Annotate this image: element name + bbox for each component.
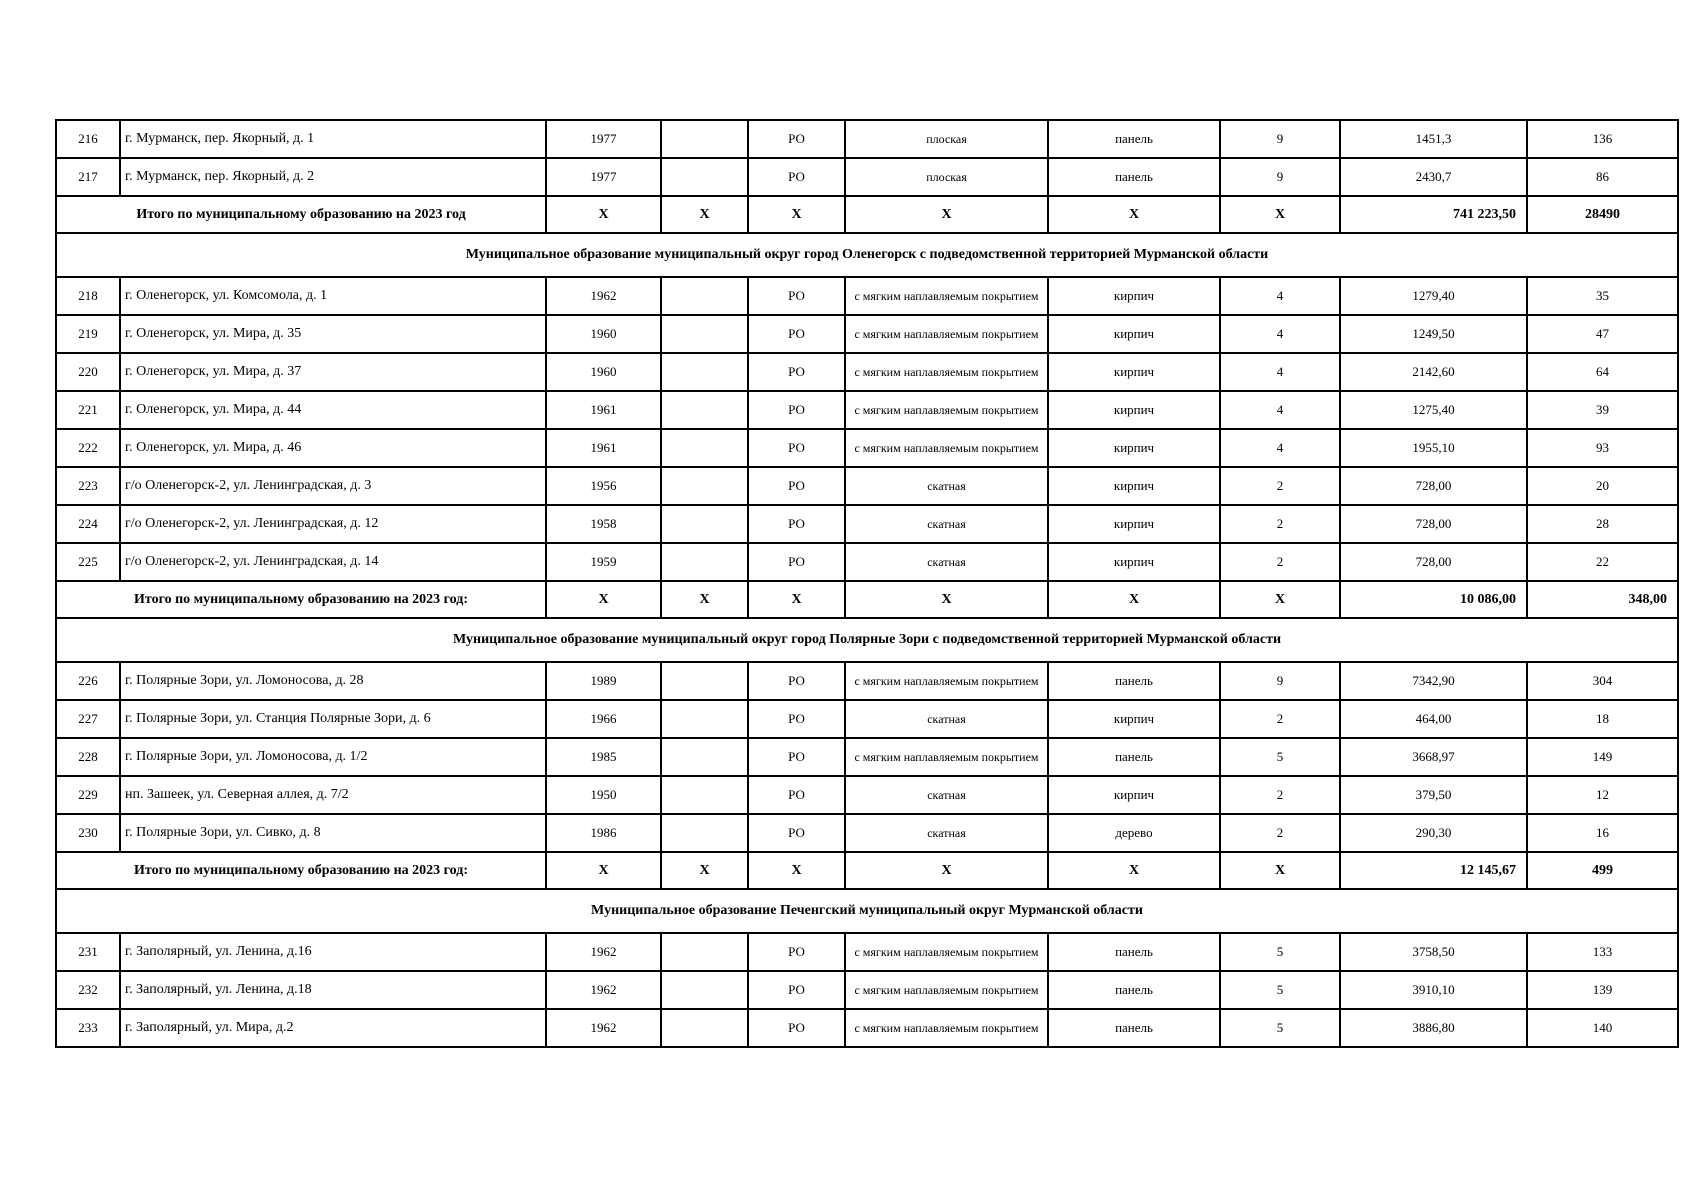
- wall-material-cell: кирпич: [1048, 467, 1220, 505]
- roof-type-cell: скатная: [845, 505, 1048, 543]
- address-cell: г. Полярные Зори, ул. Ломоносова, д. 1/2: [120, 738, 546, 776]
- method-cell: РО: [748, 429, 845, 467]
- method-cell: РО: [748, 776, 845, 814]
- subtotal-x-mark: X: [748, 196, 845, 233]
- subtotal-x-mark: X: [661, 852, 748, 889]
- wall-material-cell: панель: [1048, 1009, 1220, 1047]
- wall-material-cell: панель: [1048, 158, 1220, 196]
- area-cell: 1275,40: [1340, 391, 1527, 429]
- table-row: [56, 505, 1678, 543]
- table-row: [56, 277, 1678, 315]
- method-cell: РО: [748, 158, 845, 196]
- wall-material-cell: дерево: [1048, 814, 1220, 852]
- area-cell: 1279,40: [1340, 277, 1527, 315]
- table-body: [56, 120, 1678, 1047]
- empty-cell: [661, 814, 748, 852]
- floors-cell: 5: [1220, 738, 1340, 776]
- wall-material-cell: кирпич: [1048, 543, 1220, 581]
- floors-cell: 4: [1220, 391, 1340, 429]
- table-row: [56, 814, 1678, 852]
- method-cell: РО: [748, 738, 845, 776]
- roof-type-cell: с мягким наплавляемым покрытием: [845, 429, 1048, 467]
- roof-type-cell: с мягким наплавляемым покрытием: [845, 738, 1048, 776]
- empty-cell: [661, 120, 748, 158]
- roof-type-cell: скатная: [845, 776, 1048, 814]
- housing-register-table: [55, 119, 1679, 1048]
- floors-cell: 2: [1220, 776, 1340, 814]
- residents-cell: 22: [1527, 543, 1678, 581]
- roof-type-cell: с мягким наплавляемым покрытием: [845, 933, 1048, 971]
- area-cell: 728,00: [1340, 467, 1527, 505]
- section-title: Муниципальное образование Печенгский муниципальный округ Мурманской области: [56, 889, 1678, 933]
- residents-cell: 93: [1527, 429, 1678, 467]
- row-number-cell: 232: [56, 971, 120, 1009]
- method-cell: РО: [748, 467, 845, 505]
- subtotal-x-mark: X: [1048, 581, 1220, 618]
- area-cell: 1955,10: [1340, 429, 1527, 467]
- empty-cell: [661, 1009, 748, 1047]
- address-cell: г. Заполярный, ул. Ленина, д.18: [120, 971, 546, 1009]
- subtotal-x-mark: X: [546, 581, 661, 618]
- address-cell: г/о Оленегорск-2, ул. Ленинградская, д. 3: [120, 467, 546, 505]
- wall-material-cell: кирпич: [1048, 429, 1220, 467]
- residents-cell: 20: [1527, 467, 1678, 505]
- area-cell: 3886,80: [1340, 1009, 1527, 1047]
- residents-cell: 139: [1527, 971, 1678, 1009]
- subtotal-x-mark: X: [1220, 581, 1340, 618]
- subtotal-x-mark: X: [1048, 196, 1220, 233]
- floors-cell: 2: [1220, 505, 1340, 543]
- residents-cell: 133: [1527, 933, 1678, 971]
- method-cell: РО: [748, 505, 845, 543]
- empty-cell: [661, 429, 748, 467]
- empty-cell: [661, 776, 748, 814]
- address-cell: г. Заполярный, ул. Мира, д.2: [120, 1009, 546, 1047]
- method-cell: РО: [748, 700, 845, 738]
- area-cell: 464,00: [1340, 700, 1527, 738]
- roof-type-cell: с мягким наплавляемым покрытием: [845, 1009, 1048, 1047]
- address-cell: г. Мурманск, пер. Якорный, д. 2: [120, 158, 546, 196]
- address-cell: г/о Оленегорск-2, ул. Ленинградская, д. 14: [120, 543, 546, 581]
- method-cell: РО: [748, 353, 845, 391]
- address-cell: г. Мурманск, пер. Якорный, д. 1: [120, 120, 546, 158]
- empty-cell: [661, 315, 748, 353]
- row-number-cell: 223: [56, 467, 120, 505]
- empty-cell: [661, 391, 748, 429]
- floors-cell: 9: [1220, 662, 1340, 700]
- floors-cell: 4: [1220, 315, 1340, 353]
- roof-type-cell: скатная: [845, 700, 1048, 738]
- empty-cell: [661, 467, 748, 505]
- year-cell: 1960: [546, 315, 661, 353]
- subtotal-x-mark: X: [748, 852, 845, 889]
- floors-cell: 4: [1220, 429, 1340, 467]
- year-cell: 1958: [546, 505, 661, 543]
- table-row: [56, 391, 1678, 429]
- subtotal-x-mark: X: [661, 581, 748, 618]
- subtotal-x-mark: X: [546, 196, 661, 233]
- subtotal-area: 10 086,00: [1340, 581, 1527, 618]
- address-cell: г. Заполярный, ул. Ленина, д.16: [120, 933, 546, 971]
- roof-type-cell: скатная: [845, 814, 1048, 852]
- subtotal-x-mark: X: [845, 852, 1048, 889]
- row-number-cell: 224: [56, 505, 120, 543]
- residents-cell: 304: [1527, 662, 1678, 700]
- floors-cell: 2: [1220, 543, 1340, 581]
- table-row: [56, 933, 1678, 971]
- floors-cell: 9: [1220, 158, 1340, 196]
- area-cell: 3910,10: [1340, 971, 1527, 1009]
- roof-type-cell: с мягким наплавляемым покрытием: [845, 353, 1048, 391]
- table-row: [56, 738, 1678, 776]
- floors-cell: 5: [1220, 971, 1340, 1009]
- table-row: [56, 467, 1678, 505]
- area-cell: 7342,90: [1340, 662, 1527, 700]
- area-cell: 1249,50: [1340, 315, 1527, 353]
- year-cell: 1966: [546, 700, 661, 738]
- wall-material-cell: панель: [1048, 933, 1220, 971]
- method-cell: РО: [748, 120, 845, 158]
- floors-cell: 5: [1220, 1009, 1340, 1047]
- residents-cell: 64: [1527, 353, 1678, 391]
- empty-cell: [661, 277, 748, 315]
- row-number-cell: 216: [56, 120, 120, 158]
- year-cell: 1962: [546, 971, 661, 1009]
- row-number-cell: 231: [56, 933, 120, 971]
- roof-type-cell: плоская: [845, 158, 1048, 196]
- address-cell: г. Оленегорск, ул. Мира, д. 44: [120, 391, 546, 429]
- year-cell: 1962: [546, 1009, 661, 1047]
- roof-type-cell: плоская: [845, 120, 1048, 158]
- area-cell: 1451,3: [1340, 120, 1527, 158]
- row-number-cell: 222: [56, 429, 120, 467]
- floors-cell: 4: [1220, 277, 1340, 315]
- table-row: [56, 662, 1678, 700]
- subtotal-x-mark: X: [1048, 852, 1220, 889]
- address-cell: г/о Оленегорск-2, ул. Ленинградская, д. 12: [120, 505, 546, 543]
- wall-material-cell: панель: [1048, 971, 1220, 1009]
- empty-cell: [661, 738, 748, 776]
- year-cell: 1959: [546, 543, 661, 581]
- row-number-cell: 225: [56, 543, 120, 581]
- subtotal-x-mark: X: [845, 196, 1048, 233]
- residents-cell: 86: [1527, 158, 1678, 196]
- residents-cell: 47: [1527, 315, 1678, 353]
- empty-cell: [661, 971, 748, 1009]
- row-number-cell: 219: [56, 315, 120, 353]
- year-cell: 1961: [546, 429, 661, 467]
- year-cell: 1989: [546, 662, 661, 700]
- section-header-row: [56, 618, 1678, 662]
- empty-cell: [661, 662, 748, 700]
- table-row: [56, 353, 1678, 391]
- area-cell: 2430,7: [1340, 158, 1527, 196]
- wall-material-cell: панель: [1048, 662, 1220, 700]
- year-cell: 1950: [546, 776, 661, 814]
- row-number-cell: 230: [56, 814, 120, 852]
- residents-cell: 39: [1527, 391, 1678, 429]
- row-number-cell: 217: [56, 158, 120, 196]
- subtotal-x-mark: X: [546, 852, 661, 889]
- subtotal-row: [56, 852, 1678, 889]
- wall-material-cell: кирпич: [1048, 505, 1220, 543]
- table-row: [56, 120, 1678, 158]
- residents-cell: 12: [1527, 776, 1678, 814]
- empty-cell: [661, 158, 748, 196]
- year-cell: 1960: [546, 353, 661, 391]
- roof-type-cell: с мягким наплавляемым покрытием: [845, 662, 1048, 700]
- roof-type-cell: скатная: [845, 467, 1048, 505]
- address-cell: нп. Зашеек, ул. Северная аллея, д. 7/2: [120, 776, 546, 814]
- year-cell: 1977: [546, 120, 661, 158]
- floors-cell: 2: [1220, 467, 1340, 505]
- table-row: [56, 700, 1678, 738]
- residents-cell: 149: [1527, 738, 1678, 776]
- table-row: [56, 158, 1678, 196]
- address-cell: г. Полярные Зори, ул. Станция Полярные Зори, д. 6: [120, 700, 546, 738]
- wall-material-cell: кирпич: [1048, 277, 1220, 315]
- subtotal-row: [56, 581, 1678, 618]
- area-cell: 290,30: [1340, 814, 1527, 852]
- row-number-cell: 228: [56, 738, 120, 776]
- empty-cell: [661, 353, 748, 391]
- row-number-cell: 226: [56, 662, 120, 700]
- method-cell: РО: [748, 315, 845, 353]
- row-number-cell: 233: [56, 1009, 120, 1047]
- method-cell: РО: [748, 391, 845, 429]
- table-row: [56, 315, 1678, 353]
- roof-type-cell: с мягким наплавляемым покрытием: [845, 391, 1048, 429]
- year-cell: 1962: [546, 933, 661, 971]
- subtotal-residents: 348,00: [1527, 581, 1678, 618]
- residents-cell: 35: [1527, 277, 1678, 315]
- wall-material-cell: кирпич: [1048, 700, 1220, 738]
- section-title: Муниципальное образование муниципальный округ город Полярные Зори с подведомственной территорией Мурманской области: [56, 618, 1678, 662]
- area-cell: 3668,97: [1340, 738, 1527, 776]
- section-header-row: [56, 889, 1678, 933]
- address-cell: г. Оленегорск, ул. Мира, д. 46: [120, 429, 546, 467]
- address-cell: г. Полярные Зори, ул. Ломоносова, д. 28: [120, 662, 546, 700]
- address-cell: г. Оленегорск, ул. Мира, д. 35: [120, 315, 546, 353]
- method-cell: РО: [748, 662, 845, 700]
- subtotal-residents: 499: [1527, 852, 1678, 889]
- section-header-row: [56, 233, 1678, 277]
- floors-cell: 2: [1220, 700, 1340, 738]
- address-cell: г. Оленегорск, ул. Комсомола, д. 1: [120, 277, 546, 315]
- subtotal-residents: 28490: [1527, 196, 1678, 233]
- year-cell: 1985: [546, 738, 661, 776]
- residents-cell: 18: [1527, 700, 1678, 738]
- section-title: Муниципальное образование муниципальный округ город Оленегорск с подведомственной территорией Мурманской области: [56, 233, 1678, 277]
- table-row: [56, 1009, 1678, 1047]
- area-cell: 2142,60: [1340, 353, 1527, 391]
- subtotal-label: Итого по муниципальному образованию на 2023 год: [56, 196, 546, 233]
- area-cell: 728,00: [1340, 505, 1527, 543]
- wall-material-cell: кирпич: [1048, 353, 1220, 391]
- residents-cell: 136: [1527, 120, 1678, 158]
- year-cell: 1961: [546, 391, 661, 429]
- subtotal-label: Итого по муниципальному образованию на 2023 год:: [56, 581, 546, 618]
- subtotal-x-mark: X: [748, 581, 845, 618]
- residents-cell: 140: [1527, 1009, 1678, 1047]
- subtotal-x-mark: X: [1220, 196, 1340, 233]
- method-cell: РО: [748, 971, 845, 1009]
- residents-cell: 28: [1527, 505, 1678, 543]
- table-row: [56, 776, 1678, 814]
- year-cell: 1962: [546, 277, 661, 315]
- roof-type-cell: с мягким наплавляемым покрытием: [845, 315, 1048, 353]
- wall-material-cell: панель: [1048, 120, 1220, 158]
- roof-type-cell: с мягким наплавляемым покрытием: [845, 277, 1048, 315]
- area-cell: 379,50: [1340, 776, 1527, 814]
- wall-material-cell: панель: [1048, 738, 1220, 776]
- address-cell: г. Полярные Зори, ул. Сивко, д. 8: [120, 814, 546, 852]
- year-cell: 1956: [546, 467, 661, 505]
- method-cell: РО: [748, 543, 845, 581]
- year-cell: 1977: [546, 158, 661, 196]
- area-cell: 3758,50: [1340, 933, 1527, 971]
- empty-cell: [661, 505, 748, 543]
- empty-cell: [661, 700, 748, 738]
- wall-material-cell: кирпич: [1048, 776, 1220, 814]
- method-cell: РО: [748, 1009, 845, 1047]
- method-cell: РО: [748, 814, 845, 852]
- method-cell: РО: [748, 933, 845, 971]
- floors-cell: 4: [1220, 353, 1340, 391]
- floors-cell: 9: [1220, 120, 1340, 158]
- subtotal-row: [56, 196, 1678, 233]
- subtotal-x-mark: X: [1220, 852, 1340, 889]
- roof-type-cell: с мягким наплавляемым покрытием: [845, 971, 1048, 1009]
- residents-cell: 16: [1527, 814, 1678, 852]
- floors-cell: 2: [1220, 814, 1340, 852]
- table-row: [56, 543, 1678, 581]
- method-cell: РО: [748, 277, 845, 315]
- wall-material-cell: кирпич: [1048, 391, 1220, 429]
- subtotal-area: 741 223,50: [1340, 196, 1527, 233]
- subtotal-label: Итого по муниципальному образованию на 2023 год:: [56, 852, 546, 889]
- floors-cell: 5: [1220, 933, 1340, 971]
- row-number-cell: 221: [56, 391, 120, 429]
- empty-cell: [661, 543, 748, 581]
- subtotal-x-mark: X: [845, 581, 1048, 618]
- subtotal-area: 12 145,67: [1340, 852, 1527, 889]
- table-row: [56, 429, 1678, 467]
- address-cell: г. Оленегорск, ул. Мира, д. 37: [120, 353, 546, 391]
- empty-cell: [661, 933, 748, 971]
- wall-material-cell: кирпич: [1048, 315, 1220, 353]
- row-number-cell: 218: [56, 277, 120, 315]
- roof-type-cell: скатная: [845, 543, 1048, 581]
- year-cell: 1986: [546, 814, 661, 852]
- row-number-cell: 229: [56, 776, 120, 814]
- subtotal-x-mark: X: [661, 196, 748, 233]
- area-cell: 728,00: [1340, 543, 1527, 581]
- row-number-cell: 220: [56, 353, 120, 391]
- table-row: [56, 971, 1678, 1009]
- row-number-cell: 227: [56, 700, 120, 738]
